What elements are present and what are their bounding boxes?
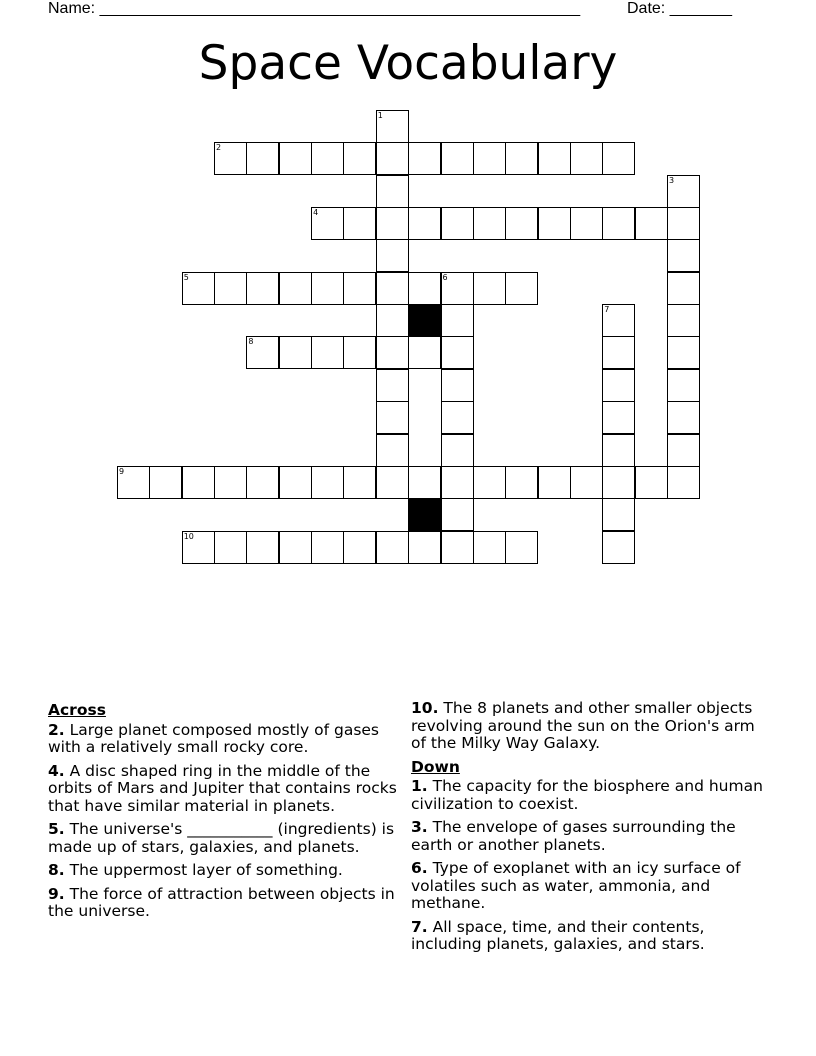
clue-down-7 bbox=[411, 919, 771, 954]
down-heading: Down bbox=[411, 757, 460, 776]
grid-cell[interactable] bbox=[441, 272, 474, 305]
clue-across-2 bbox=[48, 722, 408, 757]
clue-down-3 bbox=[411, 819, 771, 854]
grid-cell[interactable] bbox=[376, 466, 409, 499]
grid-cell[interactable] bbox=[376, 110, 409, 143]
grid-cell[interactable] bbox=[376, 531, 409, 564]
cell-number: 8 bbox=[248, 337, 254, 347]
grid-cell-blocked bbox=[408, 304, 441, 337]
grid-cell[interactable] bbox=[441, 401, 474, 434]
grid-cell[interactable] bbox=[473, 142, 506, 175]
name-field-label[interactable]: Name: ______________________________________________________ bbox=[48, 0, 581, 17]
grid-cell[interactable] bbox=[311, 207, 344, 240]
grid-cell[interactable] bbox=[279, 531, 312, 564]
grid-cell[interactable] bbox=[149, 466, 182, 499]
clues-column-right bbox=[411, 700, 771, 960]
grid-cell[interactable] bbox=[667, 175, 700, 208]
clues-column-left bbox=[48, 700, 408, 927]
clue-number: 3. bbox=[411, 818, 428, 836]
grid-cell[interactable] bbox=[667, 401, 700, 434]
grid-cell[interactable] bbox=[246, 531, 279, 564]
grid-cell-blocked bbox=[408, 498, 441, 531]
grid-cell[interactable] bbox=[667, 239, 700, 272]
grid-cell[interactable] bbox=[408, 207, 441, 240]
grid-cell[interactable] bbox=[311, 272, 344, 305]
grid-cell[interactable] bbox=[473, 466, 506, 499]
grid-cell[interactable] bbox=[117, 466, 150, 499]
clue-text: Large planet composed mostly of gases with a relatively small rocky core. bbox=[48, 720, 380, 756]
grid-cell[interactable] bbox=[441, 498, 474, 531]
grid-cell[interactable] bbox=[505, 272, 538, 305]
grid-cell[interactable] bbox=[343, 207, 376, 240]
grid-cell[interactable] bbox=[246, 466, 279, 499]
clue-across-10 bbox=[411, 700, 771, 753]
grid-cell[interactable] bbox=[602, 531, 635, 564]
grid-cell[interactable] bbox=[473, 272, 506, 305]
grid-cell[interactable] bbox=[182, 272, 215, 305]
grid-cell[interactable] bbox=[182, 466, 215, 499]
grid-cell[interactable] bbox=[441, 207, 474, 240]
grid-cell[interactable] bbox=[602, 498, 635, 531]
grid-cell[interactable] bbox=[441, 434, 474, 467]
cell-number: 1 bbox=[377, 111, 383, 120]
grid-cell[interactable] bbox=[441, 142, 474, 175]
clue-text: All space, time, and their contents, including planets, galaxies, and stars. bbox=[411, 917, 705, 953]
grid-cell[interactable] bbox=[343, 336, 376, 369]
grid-cell[interactable] bbox=[602, 142, 635, 175]
cell-number: 4 bbox=[313, 208, 319, 218]
grid-cell[interactable] bbox=[602, 336, 635, 369]
page-title: Space Vocabulary bbox=[198, 36, 618, 91]
clue-number: 10. bbox=[411, 699, 439, 717]
clue-number: 6. bbox=[411, 859, 428, 877]
clue-number: 5. bbox=[48, 820, 65, 838]
grid-cell[interactable] bbox=[602, 401, 635, 434]
grid-cell[interactable] bbox=[505, 466, 538, 499]
grid-cell[interactable] bbox=[602, 466, 635, 499]
grid-cell[interactable] bbox=[505, 531, 538, 564]
grid-cell[interactable] bbox=[505, 207, 538, 240]
grid-cell[interactable] bbox=[376, 434, 409, 467]
grid-cell[interactable] bbox=[376, 401, 409, 434]
grid-cell[interactable] bbox=[667, 336, 700, 369]
grid-cell[interactable] bbox=[441, 369, 474, 402]
grid-cell[interactable] bbox=[441, 466, 474, 499]
cell-number: 9 bbox=[119, 466, 125, 476]
grid-cell[interactable] bbox=[376, 175, 409, 208]
grid-cell[interactable] bbox=[408, 272, 441, 305]
grid-cell[interactable] bbox=[667, 369, 700, 402]
grid-cell[interactable] bbox=[343, 531, 376, 564]
clue-down-1 bbox=[411, 778, 771, 813]
grid-cell[interactable] bbox=[602, 207, 635, 240]
clue-across-9 bbox=[48, 886, 408, 921]
grid-cell[interactable] bbox=[376, 239, 409, 272]
cell-number: 10 bbox=[183, 531, 194, 541]
grid-cell[interactable] bbox=[376, 142, 409, 175]
grid-cell[interactable] bbox=[667, 304, 700, 337]
grid-cell[interactable] bbox=[214, 466, 247, 499]
clue-text: The force of attraction between objects in the universe. bbox=[48, 884, 395, 920]
grid-cell[interactable] bbox=[182, 531, 215, 564]
clue-number: 8. bbox=[48, 861, 65, 879]
grid-cell[interactable] bbox=[376, 336, 409, 369]
cell-number: 6 bbox=[442, 272, 448, 282]
clue-text: A disc shaped ring in the middle of the orbits of Mars and Jupiter that contains rocks that have similar material in planets. bbox=[48, 761, 397, 815]
clue-number: 9. bbox=[48, 884, 65, 903]
clue-text: The universe's ___________ (ingredients) is made up of stars, galaxies, and planets. bbox=[48, 820, 395, 856]
grid-cell[interactable] bbox=[441, 304, 474, 337]
grid-cell[interactable] bbox=[667, 466, 700, 499]
grid-cell[interactable] bbox=[408, 531, 441, 564]
grid-cell[interactable] bbox=[408, 336, 441, 369]
grid-cell[interactable] bbox=[570, 142, 603, 175]
grid-cell[interactable] bbox=[214, 272, 247, 305]
grid-cell[interactable] bbox=[667, 207, 700, 240]
grid-cell[interactable] bbox=[538, 142, 571, 175]
grid-cell[interactable] bbox=[667, 272, 700, 305]
grid-cell[interactable] bbox=[635, 466, 668, 499]
clue-across-5 bbox=[48, 821, 408, 856]
grid-cell[interactable] bbox=[311, 466, 344, 499]
clue-number: 4. bbox=[48, 761, 65, 780]
grid-cell[interactable] bbox=[343, 466, 376, 499]
clue-text: The envelope of gases surrounding the earth or another planets. bbox=[411, 818, 736, 854]
grid-cell[interactable] bbox=[279, 466, 312, 499]
grid-cell[interactable] bbox=[408, 142, 441, 175]
grid-cell[interactable] bbox=[343, 142, 376, 175]
clue-number: 2. bbox=[48, 720, 65, 739]
grid-cell[interactable] bbox=[538, 207, 571, 240]
grid-cell[interactable] bbox=[570, 207, 603, 240]
grid-cell[interactable] bbox=[473, 207, 506, 240]
grid-cell[interactable] bbox=[441, 531, 474, 564]
grid-cell[interactable] bbox=[279, 336, 312, 369]
grid-cell[interactable] bbox=[311, 336, 344, 369]
grid-cell[interactable] bbox=[311, 531, 344, 564]
grid-cell[interactable] bbox=[376, 369, 409, 402]
grid-cell[interactable] bbox=[570, 466, 603, 499]
grid-cell[interactable] bbox=[473, 531, 506, 564]
grid-cell[interactable] bbox=[376, 304, 409, 337]
clue-across-4 bbox=[48, 763, 408, 816]
grid-cell[interactable] bbox=[246, 336, 279, 369]
grid-cell[interactable] bbox=[311, 142, 344, 175]
grid-cell[interactable] bbox=[408, 466, 441, 499]
grid-cell[interactable] bbox=[376, 272, 409, 305]
clue-text: Type of exoplanet with an icy surface of volatiles such as water, ammonia, and methane. bbox=[411, 859, 741, 912]
clue-number: 1. bbox=[411, 777, 428, 795]
grid-cell[interactable] bbox=[279, 142, 312, 175]
clue-text: The uppermost layer of something. bbox=[69, 861, 343, 879]
grid-cell[interactable] bbox=[538, 466, 571, 499]
grid-cell[interactable] bbox=[214, 531, 247, 564]
clue-across-8 bbox=[48, 862, 408, 880]
grid-cell[interactable] bbox=[246, 142, 279, 175]
cell-number: 2 bbox=[216, 143, 222, 153]
grid-cell[interactable] bbox=[246, 272, 279, 305]
clue-text: The 8 planets and other smaller objects revolving around the sun on the Orion's arm of the Milky Way Galaxy. bbox=[411, 699, 755, 752]
grid-cell[interactable] bbox=[505, 142, 538, 175]
grid-cell[interactable] bbox=[602, 434, 635, 467]
grid-cell[interactable] bbox=[441, 336, 474, 369]
grid-cell[interactable] bbox=[214, 142, 247, 175]
cell-number: 3 bbox=[668, 175, 675, 185]
across-heading: Across bbox=[48, 701, 106, 719]
cell-number: 7 bbox=[604, 305, 610, 315]
clue-text: The capacity for the biosphere and human civilization to coexist. bbox=[411, 777, 763, 813]
grid-cell[interactable] bbox=[343, 272, 376, 305]
grid-cell[interactable] bbox=[602, 304, 635, 337]
grid-cell[interactable] bbox=[602, 369, 635, 402]
date-field-label[interactable]: Date: _______ bbox=[627, 0, 732, 17]
cell-number: 5 bbox=[183, 272, 189, 282]
grid-cell[interactable] bbox=[667, 434, 700, 467]
grid-cell[interactable] bbox=[279, 272, 312, 305]
clue-number: 7. bbox=[411, 917, 428, 936]
grid-cell[interactable] bbox=[376, 207, 409, 240]
grid-cell[interactable] bbox=[635, 207, 668, 240]
clue-down-6 bbox=[411, 860, 771, 913]
